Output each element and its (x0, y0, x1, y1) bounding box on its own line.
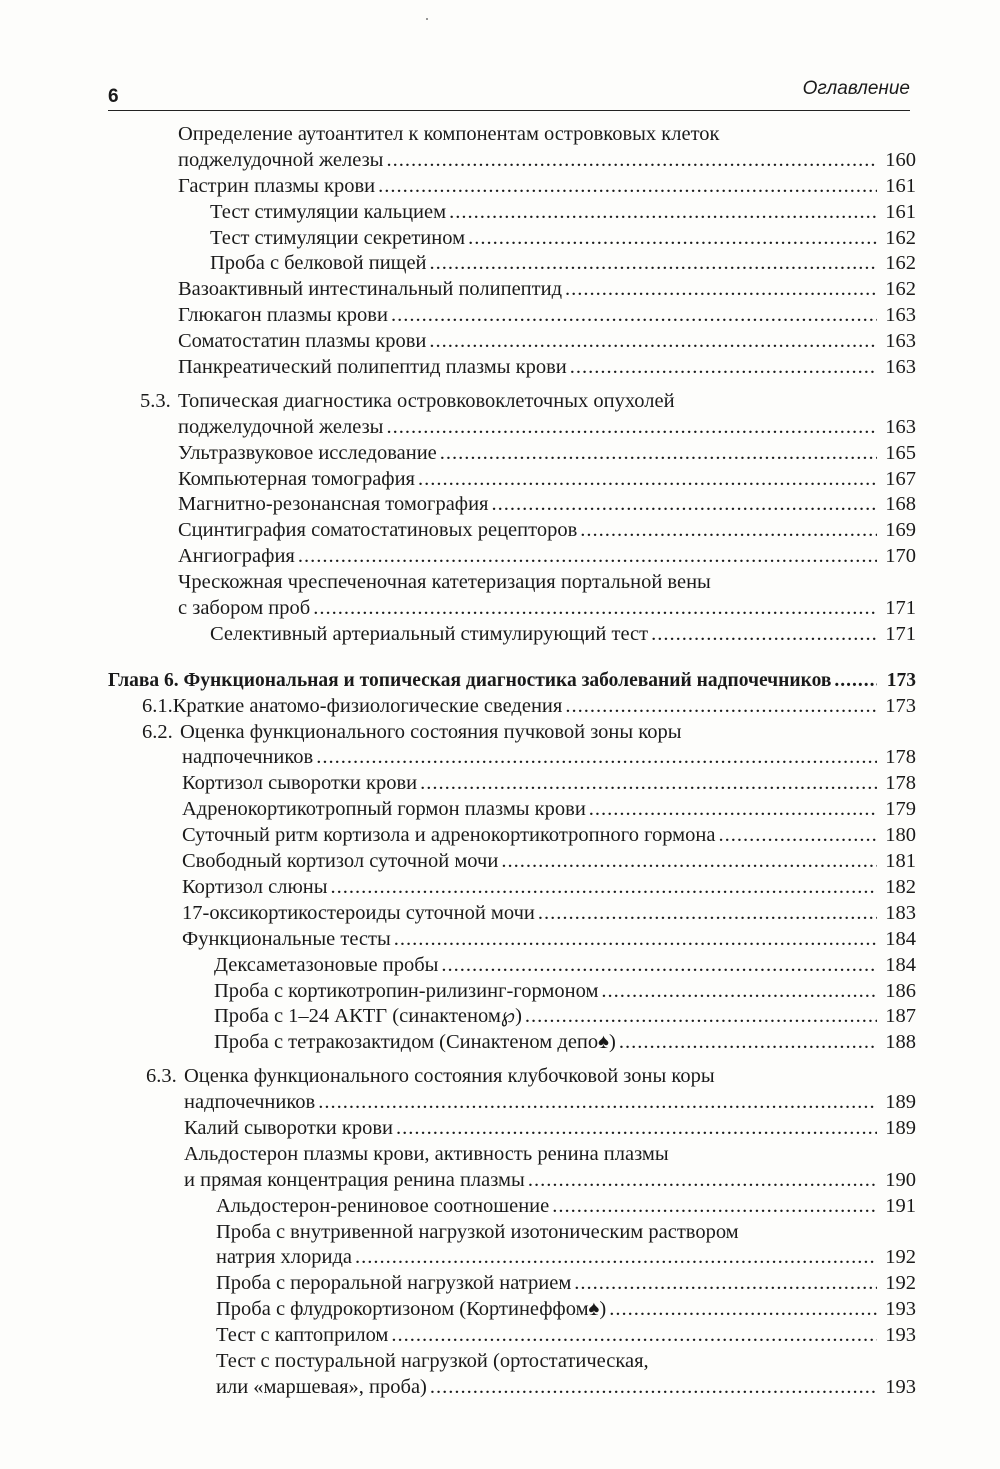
toc-entry-text: Вазоактивный интестинальный полипептид (178, 278, 562, 301)
dot-leader (601, 979, 877, 1005)
dot-leader (420, 771, 877, 797)
toc-entry-text: Селективный артериальный стимулирующий тест (210, 622, 649, 645)
toc-page-number: 167 (885, 467, 916, 490)
toc-section-number: 6.1. (142, 694, 173, 717)
dot-leader (528, 1168, 877, 1194)
dot-leader (396, 1116, 877, 1142)
dot-leader (355, 1245, 877, 1271)
dot-leader (468, 226, 877, 252)
toc-entry (108, 518, 916, 544)
toc-page-number: 179 (885, 798, 916, 821)
toc-page-number: 193 (885, 1375, 916, 1398)
toc-entry-text: Адренокортикотропный гормон плазмы крови (182, 798, 586, 821)
toc-entry-text: Оценка функционального состояния клубочковой зоны коры (184, 1065, 715, 1088)
toc-entry (108, 823, 916, 849)
toc-entry-text: Глюкагон плазмы крови (178, 304, 388, 327)
toc-page-number: 184 (885, 927, 916, 950)
toc-page-number: 184 (885, 953, 916, 976)
dot-leader (589, 797, 877, 823)
toc-entry (108, 1375, 916, 1401)
dot-leader (834, 668, 877, 694)
toc-page-number: 161 (885, 174, 916, 197)
toc-section-number: 6.3. (146, 1065, 177, 1088)
dot-leader (386, 148, 877, 174)
toc-entry (108, 694, 916, 720)
toc-entry (108, 544, 916, 570)
dot-leader (331, 875, 877, 901)
dot-leader (574, 1271, 877, 1297)
toc-entry (108, 467, 916, 493)
toc-entry (108, 901, 916, 927)
toc-entry-text: Проба с 1–24 АКТГ (синактеном℘) (214, 1005, 522, 1028)
dot-leader (580, 518, 877, 544)
page-number: 6 (108, 86, 119, 107)
toc-entry-text: Проба с тетракозактидом (Синактеном депо♠) (214, 1031, 616, 1054)
toc-entry-text: Кортизол слюны (182, 875, 328, 898)
toc-entry (108, 927, 916, 953)
dot-leader (429, 329, 877, 355)
toc-entry-text: Соматостатин плазмы крови (178, 330, 427, 353)
toc-entry (108, 148, 916, 174)
toc-page-number: 192 (885, 1272, 916, 1295)
dot-leader (386, 415, 877, 441)
toc-page-number: 169 (885, 519, 916, 542)
running-head (108, 78, 910, 111)
toc-chapter-heading (108, 668, 916, 694)
toc-entry-text: Чрескожная чреспеченочная катетеризация портальной вены (178, 571, 711, 594)
toc-page-number: 171 (885, 597, 916, 620)
dot-leader (440, 441, 877, 467)
table-of-contents (108, 122, 916, 1401)
dot-leader (501, 849, 877, 875)
dot-leader (491, 492, 877, 518)
toc-entry-text: Калий сыворотки крови (184, 1116, 393, 1139)
toc-entry (108, 389, 916, 415)
toc-page-number: 170 (885, 545, 916, 568)
toc-page-number: 178 (885, 746, 916, 769)
toc-entry-text: Проба с пероральной нагрузкой натрием (216, 1272, 572, 1295)
toc-entry-text: Суточный ритм кортизола и адренокортикотропного гормона (182, 824, 716, 847)
toc-page-number: 191 (885, 1194, 916, 1217)
dot-leader (609, 1297, 877, 1323)
toc-page-number: 192 (885, 1246, 916, 1269)
toc-page-number: 162 (885, 252, 916, 275)
toc-entry (108, 849, 916, 875)
toc-page-number: 160 (885, 148, 916, 171)
dot-leader (565, 694, 877, 720)
toc-entry (108, 570, 916, 596)
toc-entry (108, 1116, 916, 1142)
toc-entry (108, 953, 916, 979)
toc-entry (108, 797, 916, 823)
toc-entry (108, 745, 916, 771)
toc-entry-text: Топическая диагностика островковоклеточных опухолей (178, 389, 675, 412)
dot-leader (651, 622, 877, 648)
toc-entry (108, 122, 916, 148)
dot-leader (430, 1375, 877, 1401)
dot-leader (316, 745, 877, 771)
toc-page-number: 163 (885, 330, 916, 353)
toc-entry-text: Сцинтиграфия соматостатиновых рецепторов (178, 519, 578, 542)
toc-page-number: 189 (885, 1116, 916, 1139)
toc-entry (108, 415, 916, 441)
toc-entry (108, 1323, 916, 1349)
toc-entry (108, 979, 916, 1005)
toc-page-number: 180 (885, 824, 916, 847)
toc-entry (108, 441, 916, 467)
toc-page-number: 190 (885, 1168, 916, 1191)
toc-page-number: 189 (885, 1091, 916, 1114)
toc-entry-text: поджелудочной железы (178, 148, 384, 171)
toc-entry-text: Глава 6. Функциональная и топическая диагностика заболеваний надпочечников (108, 669, 832, 691)
dot-leader (449, 200, 877, 226)
dot-leader (570, 355, 877, 381)
toc-entry-text: 17-оксикортикостероиды суточной мочи (182, 901, 535, 924)
toc-entry (108, 329, 916, 355)
toc-entry-text: Функциональные тесты (182, 927, 391, 950)
toc-page-number: 163 (885, 304, 916, 327)
toc-entry (108, 1004, 916, 1030)
dot-leader (552, 1194, 877, 1220)
toc-section-number: 6.2. (142, 720, 173, 743)
toc-entry (108, 1090, 916, 1116)
dot-leader (298, 544, 877, 570)
toc-entry-text: Гастрин плазмы крови (178, 174, 376, 197)
toc-entry (108, 720, 916, 746)
toc-entry-text: Проба с белковой пищей (210, 252, 427, 275)
toc-entry-text: Определение аутоантител к компонентам островковых клеток (178, 123, 720, 145)
toc-entry (108, 596, 916, 622)
toc-entry (108, 1349, 916, 1375)
toc-entry-text: Краткие анатомо-физиологические сведения (172, 694, 563, 717)
section-title: Оглавление (802, 78, 910, 99)
dot-leader (619, 1030, 877, 1056)
toc-page-number: 183 (885, 901, 916, 924)
toc-entry (108, 303, 916, 329)
toc-entry (108, 622, 916, 648)
dot-leader (313, 596, 877, 622)
toc-entry (108, 1220, 916, 1246)
dot-leader (430, 251, 877, 277)
toc-page-number: 178 (885, 772, 916, 795)
toc-section-number: 5.3. (140, 389, 171, 412)
dot-leader (718, 823, 877, 849)
toc-entry-text: Кортизол сыворотки крови (182, 772, 418, 795)
toc-entry-text: Тест стимуляции секретином (210, 226, 466, 249)
toc-page-number: 181 (885, 850, 916, 873)
toc-entry (108, 277, 916, 303)
toc-entry (108, 1030, 916, 1056)
toc-entry-text: поджелудочной железы (178, 415, 384, 438)
toc-entry-text: Компьютерная томография (178, 467, 415, 490)
toc-entry (108, 174, 916, 200)
toc-entry-text: Дексаметазоновые пробы (214, 953, 439, 976)
toc-page-number: 186 (885, 979, 916, 1002)
scan-speck (426, 18, 428, 20)
toc-entry (108, 251, 916, 277)
toc-entry (108, 771, 916, 797)
dot-leader (394, 927, 877, 953)
toc-entry-text: Альдостерон плазмы крови, активность ренина плазмы (184, 1142, 669, 1165)
dot-leader (318, 1090, 877, 1116)
dot-leader (441, 953, 877, 979)
toc-page-number: 193 (885, 1298, 916, 1321)
toc-entry-text: с забором проб (178, 597, 311, 620)
dot-leader (565, 277, 877, 303)
toc-entry-text: Магнитно-резонансная томография (178, 493, 489, 516)
toc-entry (108, 1142, 916, 1168)
toc-entry (108, 492, 916, 518)
toc-entry (108, 1194, 916, 1220)
toc-entry-text: Тест с постуральной нагрузкой (ортостатическая, (216, 1349, 649, 1372)
toc-page-number: 193 (885, 1324, 916, 1347)
toc-entry-text: Проба с кортикотропин-рилизинг-гормоном (214, 979, 599, 1002)
toc-page-number: 188 (885, 1031, 916, 1054)
toc-page-number: 163 (885, 415, 916, 438)
toc-entry-text: надпочечников (184, 1091, 316, 1114)
toc-page-number: 162 (885, 278, 916, 301)
toc-entry (108, 875, 916, 901)
toc-page-number: 171 (885, 622, 916, 645)
toc-entry-text: Оценка функционального состояния пучковой зоны коры (180, 720, 682, 743)
toc-entry-text: Тест с каптоприлом (216, 1324, 389, 1347)
toc-entry (108, 1271, 916, 1297)
toc-entry (108, 226, 916, 252)
toc-entry-text: Тест стимуляции кальцием (210, 200, 447, 223)
toc-entry (108, 1064, 916, 1090)
toc-page-number: 173 (885, 694, 916, 717)
toc-entry (108, 355, 916, 381)
toc-entry-text: надпочечников (182, 746, 314, 769)
dot-leader (391, 303, 877, 329)
dot-leader (538, 901, 877, 927)
toc-entry-text: Ангиография (178, 545, 295, 568)
toc-entry-text: или «маршевая», проба) (216, 1375, 427, 1398)
toc-page-number: 163 (885, 356, 916, 379)
toc-entry-text: натрия хлорида (216, 1246, 353, 1269)
toc-page-number: 168 (885, 493, 916, 516)
toc-entry-text: Панкреатический полипептид плазмы крови (178, 356, 567, 379)
toc-page-number: 165 (885, 441, 916, 464)
toc-page-number: 182 (885, 875, 916, 898)
dot-leader (418, 467, 877, 493)
toc-entry-text: Ультразвуковое исследование (178, 441, 437, 464)
toc-entry-text: и прямая концентрация ренина плазмы (184, 1168, 525, 1191)
dot-leader (525, 1004, 877, 1030)
toc-page-number: 161 (885, 200, 916, 223)
toc-entry-text: Свободный кортизол суточной мочи (182, 850, 499, 873)
toc-entry-text: Альдостерон-рениновое соотношение (216, 1194, 550, 1217)
toc-page-number: 162 (885, 226, 916, 249)
toc-entry (108, 200, 916, 226)
toc-page-number: 173 (886, 669, 916, 691)
toc-page-number: 187 (885, 1005, 916, 1028)
toc-entry-text: Проба с внутривенной нагрузкой изотоническим раствором (216, 1220, 739, 1243)
toc-entry-text: Проба с флудрокортизоном (Кортинеффом♠) (216, 1298, 607, 1321)
toc-entry (108, 1168, 916, 1194)
toc-entry (108, 1297, 916, 1323)
toc-entry (108, 1245, 916, 1271)
dot-leader (391, 1323, 877, 1349)
dot-leader (378, 174, 877, 200)
